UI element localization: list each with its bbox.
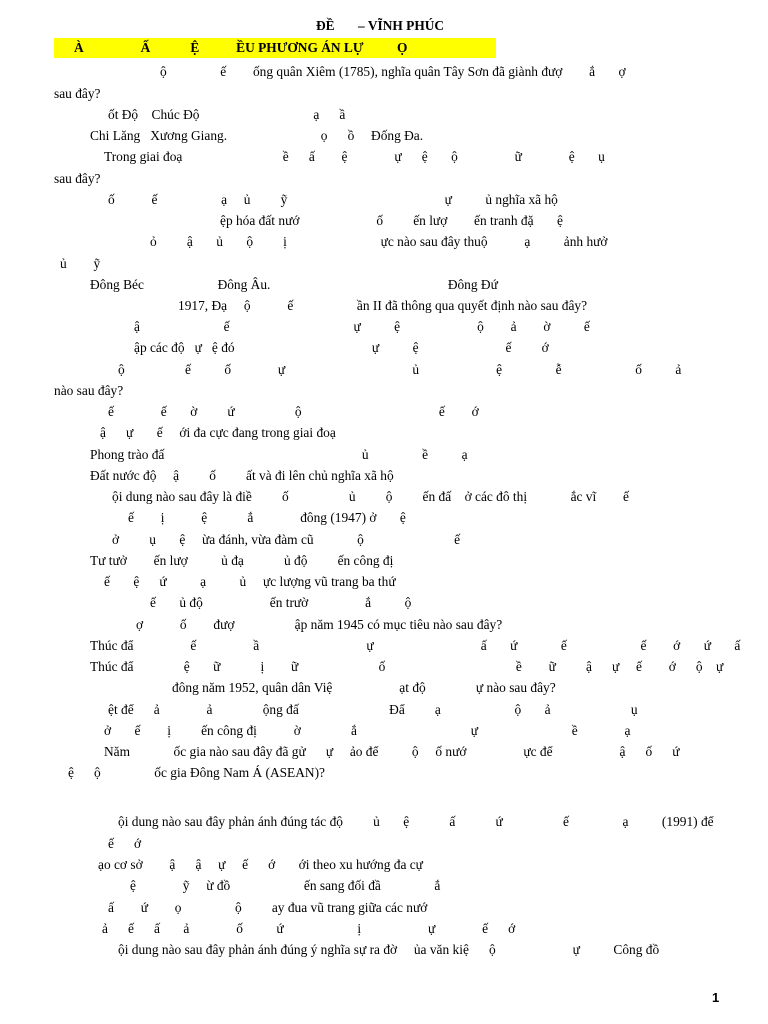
text-line: ố ế ạ ủ ỹ ự ủ nghĩa xã hộ <box>108 192 558 207</box>
document-title: ĐỀ – VĨNH PHÚC <box>316 18 445 33</box>
text-line: ế ủ độ ến trườ ắ ộ <box>150 595 412 610</box>
section-heading-text: À Ấ Ệ ỀU PHƯƠNG ÁN LỰ Ọ <box>74 40 408 55</box>
text-line: Phong trào đấ ủ ề ạ <box>90 447 468 462</box>
text-line: ả ế ấ ả ố ứ ị ự ế ớ <box>102 921 516 936</box>
text-line: ội dung nào sau đây là điề ố ủ ộ ến đấ ở các đô thị ắc vĩ ế <box>112 489 629 504</box>
text-line: ập các độ ự ệ đó ự ệ ế ớ <box>134 340 549 355</box>
text-line: ở ụ ệ ừa đánh, vừa đàm cũ ộ ế <box>112 532 461 547</box>
text-line: ộ ế ố ự ủ ệ ễ ố ả <box>118 362 682 377</box>
text-line: ộ ế ống quân Xiêm (1785), nghĩa quân Tây Sơn đã giành đượ ắ ợ <box>160 64 626 79</box>
text-line: ệ ỹ ừ đồ ến sang đối đầ ắ <box>130 878 441 893</box>
text-line: ốt Độ Chúc Độ ạ ầ <box>108 107 346 122</box>
text-line: ở ế ị ến công đị ờ ắ ự ề ạ <box>104 723 631 738</box>
text-line: sau đây? <box>54 86 101 101</box>
text-line: ế ệ ứ ạ ủ ực lượng vũ trang ba thứ <box>104 574 396 589</box>
text-line: ạo cơ sở ậ ậ ự ế ớ ới theo xu hướng đa cự <box>98 857 423 872</box>
text-line: ấ ứ ọ ộ ay đua vũ trang giữa các nướ <box>108 900 428 915</box>
text-line: ội dung nào sau đây phản ánh đúng ý nghĩa sự ra đờ ủa văn kiệ ộ ự Công đồ <box>118 942 660 957</box>
text-line: ậ ự ế ới đa cực đang trong giai đoạ <box>100 425 336 440</box>
text-line: ội dung nào sau đây phản ánh đúng tác độ ủ ệ ấ ứ ế ạ (1991) để <box>118 814 714 829</box>
text-line: Trong giai đoạ ề ấ ệ ự ệ ộ ữ ệ ụ <box>104 149 605 164</box>
text-line: 1917, Đạ ộ ế ần II đã thông qua quyết định nào sau đây? <box>178 298 588 313</box>
highlighted-section-heading <box>54 38 496 58</box>
text-line: ủ ỹ <box>60 256 101 271</box>
text-line: Thúc đẩ ế ầ ự ấ ứ ế ế ớ ứ ấ <box>90 638 741 653</box>
text-line: Chi Lăng Xương Giang. ọ ồ Đống Đa. <box>90 128 424 143</box>
text-line: sau đây? <box>54 171 101 186</box>
text-line: ệp hóa đất nướ ố ến lượ ến tranh đặ ệ <box>220 213 563 228</box>
text-line: nào sau đây? <box>54 383 124 398</box>
text-line: Tư tưở ến lượ ủ đạ ủ độ ến công đị <box>90 553 394 568</box>
text-line: ế ị ệ ắ đông (1947) ở ệ <box>128 510 406 525</box>
text-line: ế ớ <box>108 836 142 851</box>
text-line: ợ ố đượ ập năm 1945 có mục tiêu nào sau đây? <box>136 617 503 632</box>
text-line: ậ ế ự ệ ộ ả ờ ế <box>134 319 590 334</box>
text-line: ệt để ả ả ộng đấ Đẩ ạ ộ ả ụ <box>108 702 638 717</box>
text-line: đông năm 1952, quân dân Việ ạt độ ự nào sau đây? <box>172 680 556 695</box>
text-line: ệ ộ ốc gia Đông Nam Á (ASEAN)? <box>68 765 325 780</box>
text-line: Đất nước độ ậ ố ất và đi lên chủ nghĩa xã hộ <box>90 468 394 483</box>
page-number: 1 <box>712 990 720 1005</box>
text-line: Năm ốc gia nào sau đây đã gử ự ảo để ộ ố nướ ực để ậ ố ứ <box>104 744 680 759</box>
text-line: ế ế ờ ứ ộ ế ớ <box>108 404 479 419</box>
text-line: Thúc đẩ ệ ữ ị ữ ố ề ữ ậ ự ế ớ ộ ự <box>90 659 724 674</box>
text-line: ỏ ậ ủ ộ ị ực nào sau đây thuộ ạ ảnh hưở <box>150 234 608 249</box>
text-line: Đông Béc Đông Âu. Đông Đứ <box>90 277 498 292</box>
